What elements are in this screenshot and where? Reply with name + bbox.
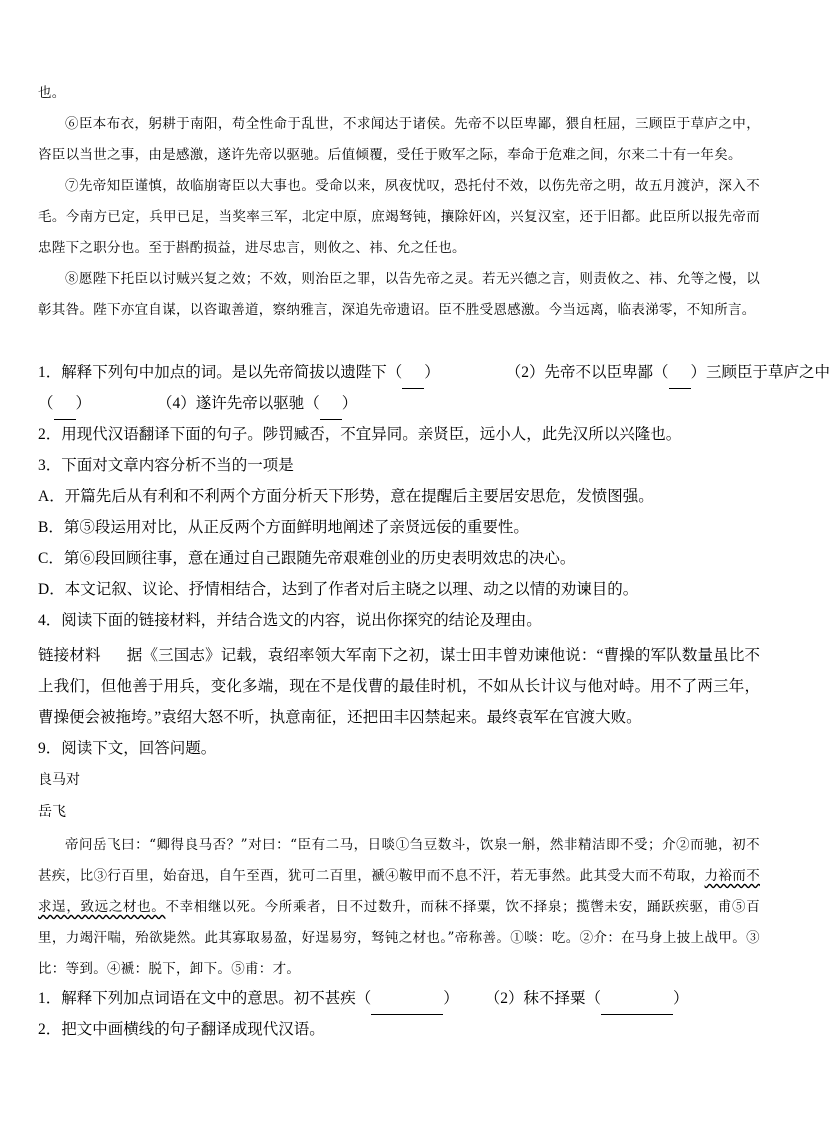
answer-blank-1[interactable] <box>402 357 424 389</box>
question-1-part-4: （4）遂许先帝以驱驰（ <box>157 395 320 412</box>
question-1-part-2: （2）先帝不以臣卑鄙（ <box>505 364 669 381</box>
question-4: 4．阅读下面的链接材料，并结合选文的内容，说出你探究的结论及理由。 <box>38 612 542 629</box>
passage-paragraph-7: ⑦先帝知臣谨慎，故临崩寄臣以大事也。受命以来，夙夜忧叹，恐托付不效，以伤先帝之明，故五月渡泸，深入不毛。今南方已定，兵甲已足，当奖率三军，北定中原，庶竭驽钝，攘除奸凶，兴复汉室，还于旧都。此臣所以报先帝而忠陛下之职分也。至于斟酌损益，进尽忠言，则攸之、祎、允之任也。 <box>38 178 760 256</box>
question-9-1-part-1-close: ） <box>443 990 459 1007</box>
question-9-2: 2．把文中画横线的句子翻译成现代汉语。 <box>38 1021 325 1038</box>
question-1-part-1-close: ） <box>424 364 440 381</box>
passage-paragraph-8: ⑧愿陛下托臣以讨贼兴复之效；不效，则治臣之罪，以告先帝之灵。若无兴德之言，则责攸之、祎、允等之慢，以彰其咎。陛下亦宜自谋，以咨诹善道，察纳雅言，深追先帝遗诏。臣不胜受恩感激。今当远离，临表涕零，不知所言。 <box>38 271 760 318</box>
question-9-1-part-1: 1．解释下列加点词语在文中的意思。初不甚疾（ <box>38 990 372 1007</box>
answer-blank-9-2[interactable] <box>601 983 673 1015</box>
question-9-1-part-2-close: ） <box>673 990 689 1007</box>
question-9-1 <box>38 983 689 1015</box>
question-1-part-3-open: （ <box>38 395 54 412</box>
answer-blank-3[interactable] <box>54 388 76 420</box>
article-text-after: 不幸相继以死。今所乘者，日不过数升，而秣不择粟，饮不择泉；揽辔未安，踊跃疾驱，甫⑤百里，力竭汗喘，殆欲毙然。此其寡取易盈，好逞易穷，驽钝之材也。”帝称善。①啖：吃。②介：在马身上披上战甲。③比：等到。④褫：脱下，卸下。⑤甫：才。 <box>38 899 760 977</box>
question-9-1-part-2: （2）秣不择粟（ <box>484 990 602 1007</box>
option-d[interactable]: D．本文记叙、议论、抒情相结合，达到了作者对后主晓之以理、动之以情的劝谏目的。 <box>38 581 639 598</box>
question-2: 2．用现代汉语翻译下面的句子。陟罚臧否，不宜异同。亲贤臣，远小人，此先汉所以兴隆也。 <box>38 426 682 443</box>
passage-paragraph-6: ⑥臣本布衣，躬耕于南阳，苟全性命于乱世，不求闻达于诸侯。先帝不以臣卑鄙，猥自枉屈，三顾臣于草庐之中，咨臣以当世之事，由是感激，遂许先帝以驱驰。后值倾覆，受任于败军之际，奉命于危难之间，尔来二十有一年矣。 <box>38 116 760 163</box>
question-1-part-1: 1．解释下列句中加点的词。是以先帝简拔以遗陛下（ <box>38 364 403 381</box>
article-author: 岳飞 <box>38 804 66 820</box>
link-material-text: 据《三国志》记载，袁绍率领大军南下之初，谋士田丰曾劝谏他说：“曹操的军队数量虽比不上我们，但他善于用兵，变化多端，现在不是伐曹的最佳时机，不如从长计议与他对峙。用不了两三年，曹操便会被拖垮。”袁绍大怒不听，执意南征，还把田丰囚禁起来。最终袁军在官渡大败。 <box>38 647 760 726</box>
question-1-part-4-close: ） <box>341 395 358 412</box>
article-title: 良马对 <box>38 772 80 788</box>
passage-line-end: 也。 <box>38 85 66 101</box>
underlined-sentence: 力裕而不求逞，致远之材也。 <box>38 868 760 915</box>
article-text-before: 帝问岳飞曰：“卿得良马否？”对曰：“臣有二马，日啖①刍豆数斗，饮泉一斛，然非精洁即不受；介②而驰，初不甚疾，比③行百里，始奋迅，自午至酉，犹可二百里，褫④鞍甲而不息不汗，若无事然。此其受大而不苟取， <box>38 837 760 884</box>
answer-blank-4[interactable] <box>320 388 342 420</box>
option-b[interactable]: B．第⑤段运用对比，从正反两个方面鲜明地阐述了亲贤远佞的重要性。 <box>38 519 529 536</box>
link-material-label: 链接材料 <box>38 647 101 664</box>
question-1-part-2-close: ）三顾臣于草庐之中 <box>690 364 830 381</box>
question-3: 3．下面对文章内容分析不当的一项是 <box>38 457 294 474</box>
section-9-heading: 9．阅读下文，回答问题。 <box>38 740 217 757</box>
option-c[interactable]: C．第⑥段回顾往事，意在通过自己跟随先帝艰难创业的历史表明效忠的决心。 <box>38 550 576 567</box>
answer-blank-2[interactable] <box>669 357 691 389</box>
link-material <box>38 640 760 733</box>
article-text <box>38 830 760 985</box>
question-1-continued <box>38 388 357 420</box>
option-a[interactable]: A．开篇先后从有利和不利两个方面分析天下形势，意在提醒后主要居安思危，发愤图强。 <box>38 488 654 505</box>
answer-blank-9-1[interactable] <box>371 983 443 1015</box>
question-1-part-3-close: ） <box>75 395 92 412</box>
question-1 <box>38 357 830 389</box>
